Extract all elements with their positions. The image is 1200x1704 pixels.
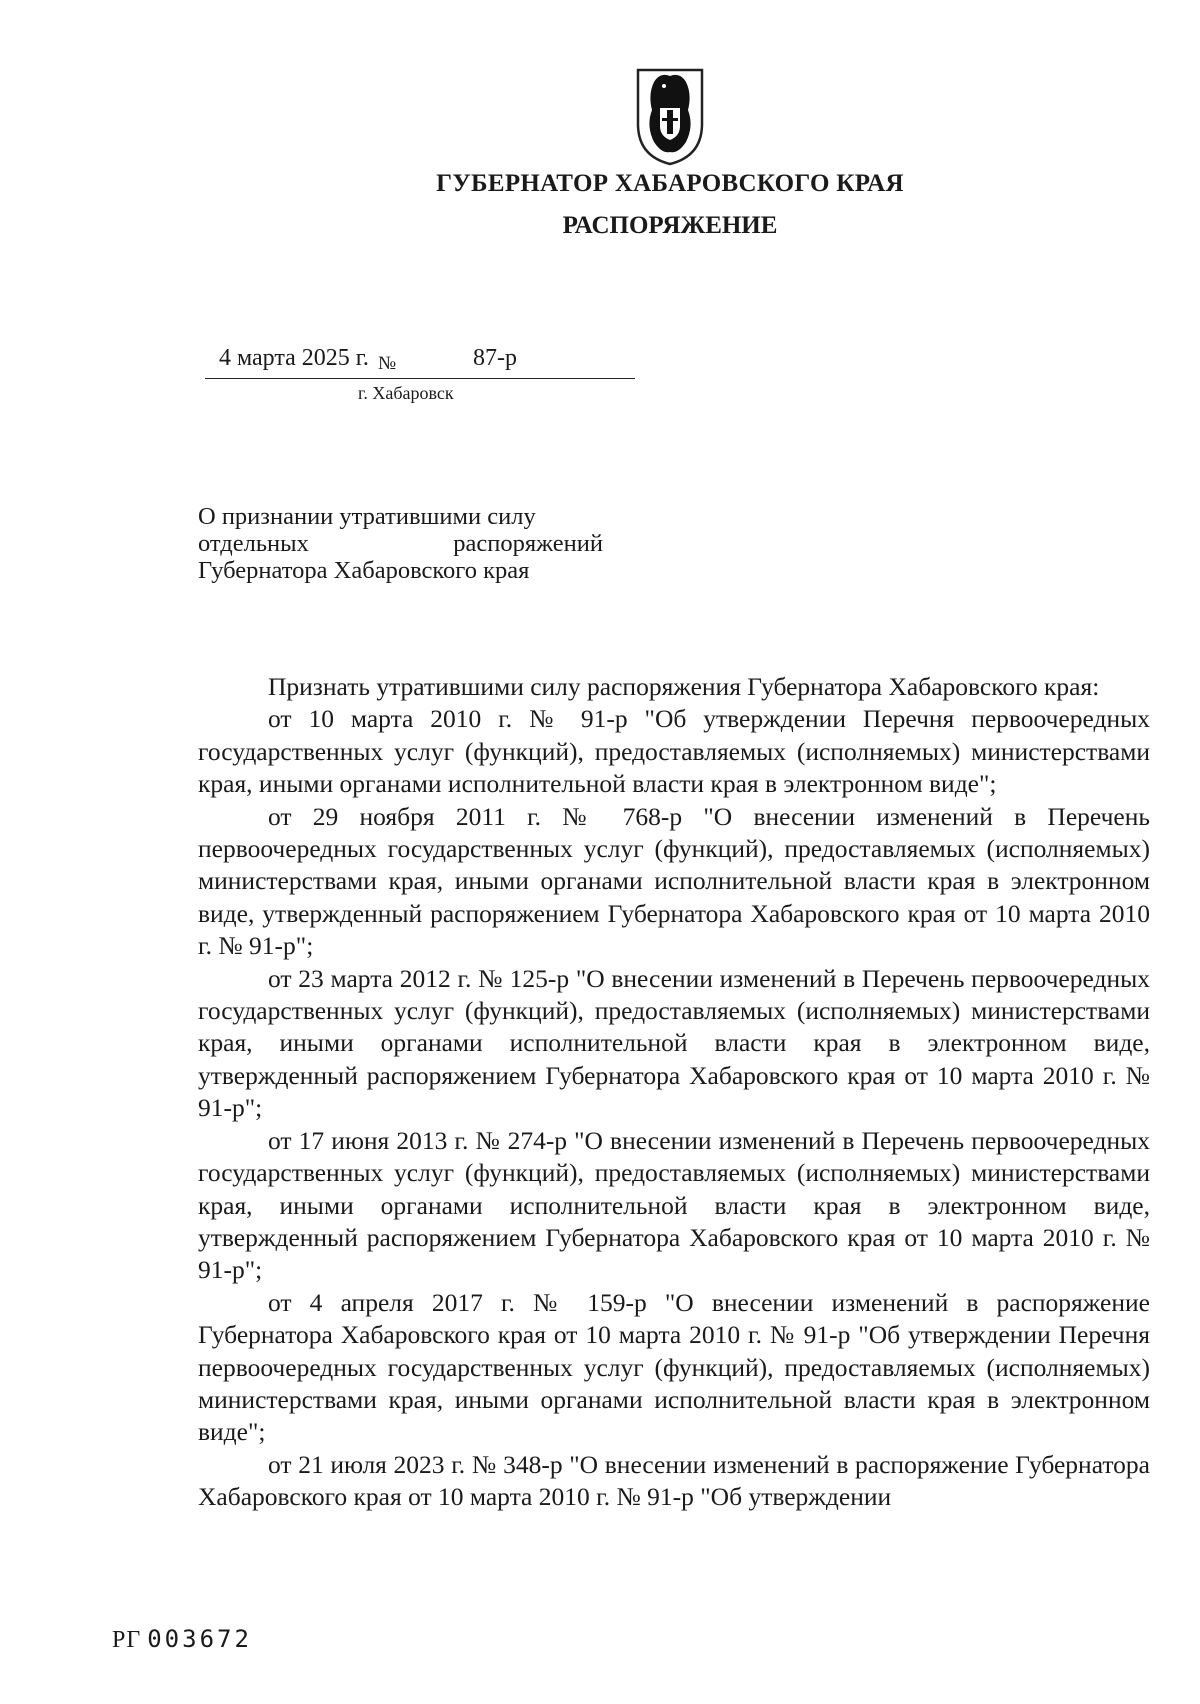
- form-serial-number: 003672: [147, 1625, 252, 1653]
- subject-line-1: О признании утратившими силу: [198, 503, 536, 530]
- registration-underline: [205, 378, 635, 379]
- subject-line-2-left: отдельных: [198, 530, 309, 557]
- issuing-authority: ГУБЕРНАТОР ХАБАРОВСКОГО КРАЯ: [436, 170, 904, 197]
- order-number: 87-р: [473, 345, 517, 371]
- document-type: РАСПОРЯЖЕНИЕ: [562, 212, 778, 239]
- repealed-item: от 29 ноября 2011 г. № 768-р "О внесении изменений в Перечень первоочередных государственных услуг (функций), предоставляемых (исполняемых) министерствами края, иными органами исполнительной власти края в электронном виде, утвержденный распоряжением Губернатора Хабаровского края от 10 марта 2010 г. № 91-р";: [198, 801, 1150, 961]
- form-series: РГ: [112, 1627, 142, 1653]
- form-serial-stamp: [112, 1625, 252, 1654]
- repealed-item: от 4 апреля 2017 г. № 159-р "О внесении изменений в распоряжение Губернатора Хабаровского края от 10 марта 2010 г. № 91-р "Об утверждении Перечня первоочередных государственных услуг (функций), предоставляемых (исполняемых) министерствами края, иными органами исполнительной власти края в электронном виде";: [198, 1287, 1150, 1447]
- repealed-item: от 10 марта 2010 г. № 91-р "Об утверждении Перечня первоочередных государственных услуг (функций), предоставляемых (исполняемых) министерствами края, иными органами исполнительной власти края в электронном виде";: [198, 704, 1150, 799]
- issue-city: г. Хабаровск: [358, 383, 454, 403]
- repealed-item: от 21 июля 2023 г. № 348-р "О внесении изменений в распоряжение Губернатора Хабаровского края от 10 марта 2010 г. № 91-р "Об утверждении: [198, 1449, 1150, 1512]
- subject-line-3: Губернатора Хабаровского края: [198, 557, 530, 584]
- subject-line-2: [198, 530, 603, 557]
- number-sign: №: [378, 353, 397, 374]
- coat-of-arms-icon: [630, 64, 710, 168]
- order-body: [198, 671, 1150, 1514]
- body-intro: Признать утратившими силу распоряжения Губернатора Хабаровского края:: [268, 672, 1100, 701]
- order-subject: [198, 503, 603, 584]
- registration-line: [205, 345, 635, 385]
- repealed-item: от 23 марта 2012 г. № 125-р "О внесении изменений в Перечень первоочередных государственных услуг (функций), предоставляемых (исполняемых) министерствами края, иными органами исполнительной власти края в электронном виде, утвержденный распоряжением Губернатора Хабаровского края от 10 марта 2010 г. № 91-р";: [198, 963, 1150, 1123]
- repealed-item: от 17 июня 2013 г. № 274-р "О внесении изменений в Перечень первоочередных государственных услуг (функций), предоставляемых (исполняемых) министерствами края, иными органами исполнительной власти края в электронном виде, утвержденный распоряжением Губернатора Хабаровского края от 10 марта 2010 г. № 91-р";: [198, 1125, 1150, 1285]
- order-date: 4 марта 2025 г.: [219, 345, 369, 371]
- subject-line-2-right: распоряжений: [453, 530, 603, 557]
